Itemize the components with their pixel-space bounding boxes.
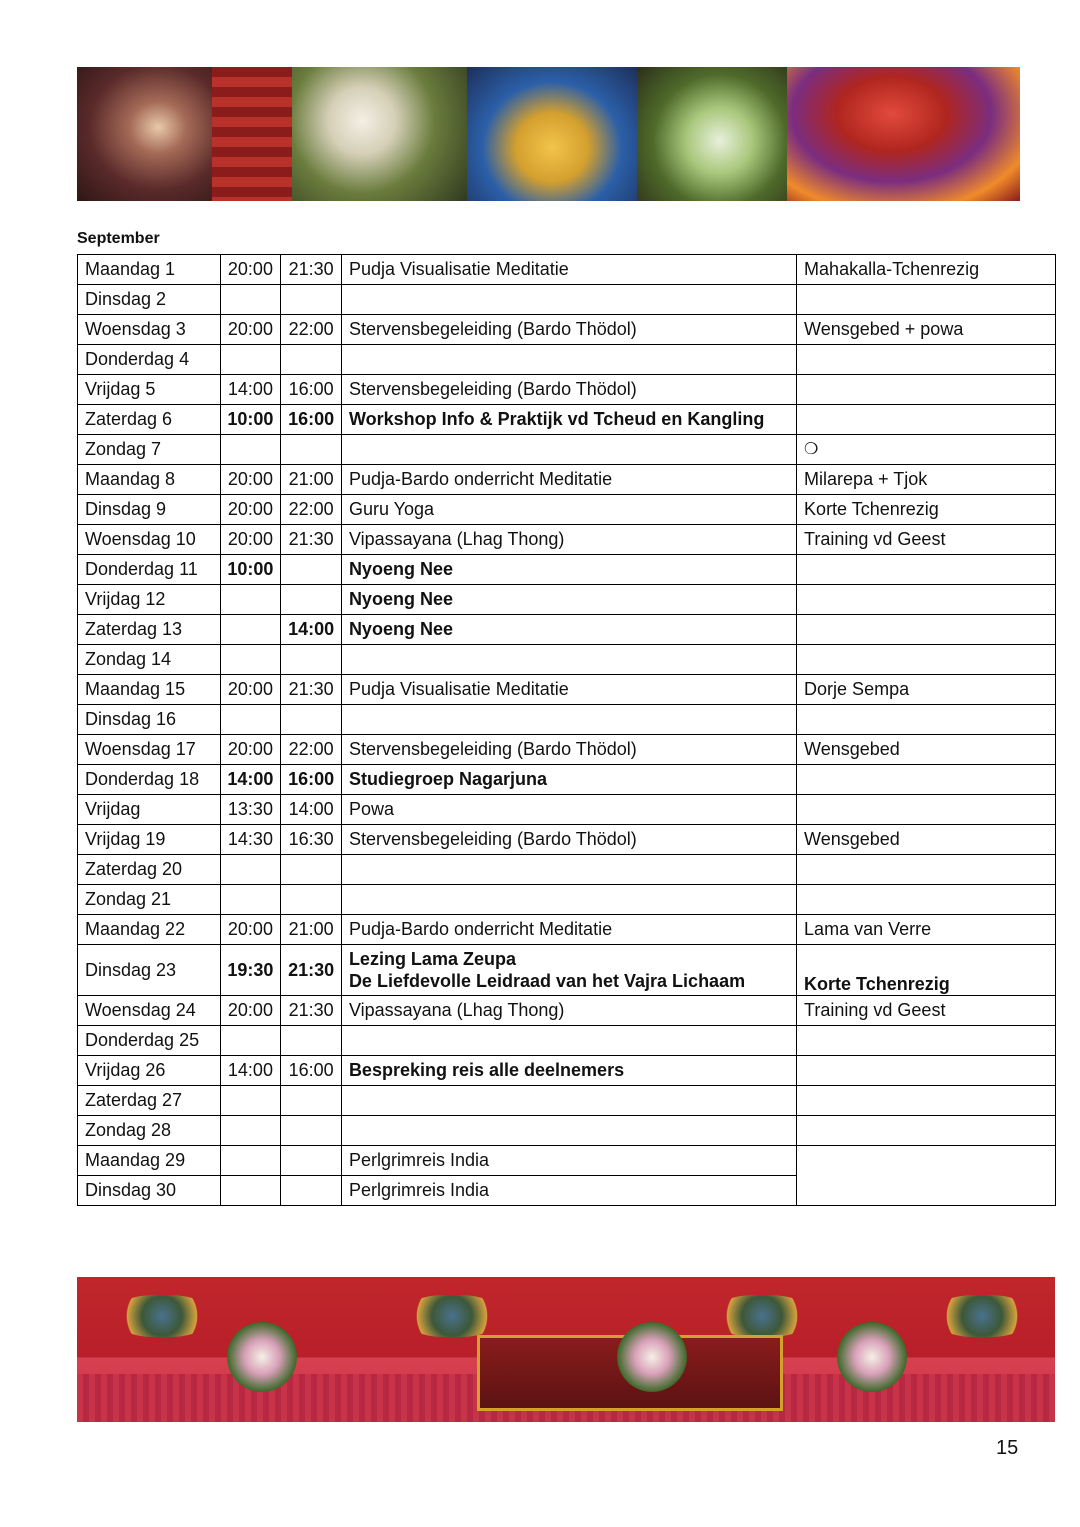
wall-ornament bbox=[117, 1295, 207, 1337]
start-time-cell bbox=[220, 1146, 281, 1176]
end-time-cell: 14:00 bbox=[281, 795, 342, 825]
month-heading: September bbox=[77, 230, 160, 247]
day-cell: Zaterdag 6 bbox=[78, 405, 221, 435]
start-time-cell bbox=[220, 285, 281, 315]
table-row bbox=[78, 525, 1056, 555]
table-row bbox=[78, 255, 1056, 285]
practice-cell bbox=[797, 1056, 1056, 1086]
table-row bbox=[78, 375, 1056, 405]
start-time-cell: 20:00 bbox=[220, 675, 281, 705]
day-cell: Zaterdag 13 bbox=[78, 615, 221, 645]
start-time-cell: 14:00 bbox=[220, 765, 281, 795]
day-cell: Zaterdag 27 bbox=[78, 1086, 221, 1116]
start-time-cell bbox=[220, 1176, 281, 1206]
table-row bbox=[78, 645, 1056, 675]
activity-cell bbox=[341, 945, 796, 996]
activity-cell bbox=[341, 435, 796, 465]
activity-cell: Pudja Visualisatie Meditatie bbox=[341, 255, 796, 285]
practice-cell: Training vd Geest bbox=[797, 996, 1056, 1026]
start-time-cell: 13:30 bbox=[220, 795, 281, 825]
table-row bbox=[78, 915, 1056, 945]
wall-ornament bbox=[407, 1295, 497, 1337]
end-time-cell bbox=[281, 435, 342, 465]
day-cell: Zondag 28 bbox=[78, 1116, 221, 1146]
activity-cell: Nyoeng Nee bbox=[341, 615, 796, 645]
page-number: 15 bbox=[996, 1437, 1019, 1459]
start-time-cell: 14:00 bbox=[220, 1056, 281, 1086]
day-cell: Dinsdag 30 bbox=[78, 1176, 221, 1206]
activity-cell bbox=[341, 705, 796, 735]
flower-vase bbox=[617, 1322, 687, 1392]
table-row bbox=[78, 1056, 1056, 1086]
table-row bbox=[78, 465, 1056, 495]
header-banner-image bbox=[77, 67, 1020, 201]
day-cell: Woensdag 3 bbox=[78, 315, 221, 345]
end-time-cell: 21:00 bbox=[281, 465, 342, 495]
table-row bbox=[78, 405, 1056, 435]
start-time-cell: 14:30 bbox=[220, 825, 281, 855]
activity-cell bbox=[341, 345, 796, 375]
activity-cell: Guru Yoga bbox=[341, 495, 796, 525]
activity-cell bbox=[341, 285, 796, 315]
activity-cell bbox=[341, 1086, 796, 1116]
practice-cell bbox=[797, 1086, 1056, 1116]
table-row bbox=[78, 885, 1056, 915]
day-cell: Dinsdag 2 bbox=[78, 285, 221, 315]
activity-cell: Stervensbegeleiding (Bardo Thödol) bbox=[341, 825, 796, 855]
start-time-cell bbox=[220, 1116, 281, 1146]
activity-cell: Perlgrimreis India bbox=[341, 1146, 796, 1176]
table-row bbox=[78, 825, 1056, 855]
practice-cell: Wensgebed bbox=[797, 825, 1056, 855]
practice-cell: Milarepa + Tjok bbox=[797, 465, 1056, 495]
activity-cell bbox=[341, 855, 796, 885]
schedule-table bbox=[77, 254, 1056, 1206]
day-cell: Donderdag 11 bbox=[78, 555, 221, 585]
flower-arrangement bbox=[292, 67, 467, 201]
end-time-cell: 14:00 bbox=[281, 615, 342, 645]
table-row bbox=[78, 1026, 1056, 1056]
day-cell: Maandag 8 bbox=[78, 465, 221, 495]
table-row bbox=[78, 996, 1056, 1026]
table-row bbox=[78, 1086, 1056, 1116]
practice-cell bbox=[797, 795, 1056, 825]
start-time-cell bbox=[220, 855, 281, 885]
golden-buddha-statue bbox=[467, 67, 637, 201]
flower-vase bbox=[227, 1322, 297, 1392]
footer-banner-image bbox=[77, 1277, 1055, 1422]
activity-cell: Stervensbegeleiding (Bardo Thödol) bbox=[341, 375, 796, 405]
activity-cell: Pudja-Bardo onderricht Meditatie bbox=[341, 465, 796, 495]
table-row bbox=[78, 765, 1056, 795]
start-time-cell: 20:00 bbox=[220, 255, 281, 285]
thangka-painting bbox=[77, 67, 212, 201]
table-row bbox=[78, 345, 1056, 375]
day-cell: Vrijdag 5 bbox=[78, 375, 221, 405]
end-time-cell bbox=[281, 855, 342, 885]
table-row bbox=[78, 705, 1056, 735]
red-fabric-panel bbox=[212, 67, 292, 201]
end-time-cell bbox=[281, 285, 342, 315]
start-time-cell: 10:00 bbox=[220, 405, 281, 435]
practice-cell: Wensgebed bbox=[797, 735, 1056, 765]
end-time-cell: 22:00 bbox=[281, 735, 342, 765]
end-time-cell bbox=[281, 555, 342, 585]
activity-cell bbox=[341, 1026, 796, 1056]
practice-cell: Wensgebed + powa bbox=[797, 315, 1056, 345]
practice-cell bbox=[797, 885, 1056, 915]
day-cell: Donderdag 4 bbox=[78, 345, 221, 375]
activity-cell: Powa bbox=[341, 795, 796, 825]
end-time-cell: 21:30 bbox=[281, 525, 342, 555]
start-time-cell: 19:30 bbox=[220, 945, 281, 996]
end-time-cell: 21:30 bbox=[281, 255, 342, 285]
start-time-cell: 20:00 bbox=[220, 525, 281, 555]
practice-cell: Lama van Verre bbox=[797, 915, 1056, 945]
start-time-cell: 10:00 bbox=[220, 555, 281, 585]
day-cell: Zaterdag 20 bbox=[78, 855, 221, 885]
day-cell: Donderdag 25 bbox=[78, 1026, 221, 1056]
table-row bbox=[78, 795, 1056, 825]
activity-cell: Perlgrimreis India bbox=[341, 1176, 796, 1206]
wall-ornament bbox=[717, 1295, 807, 1337]
end-time-cell: 16:30 bbox=[281, 825, 342, 855]
table-row bbox=[78, 855, 1056, 885]
activity-cell: Studiegroep Nagarjuna bbox=[341, 765, 796, 795]
activity-cell: Stervensbegeleiding (Bardo Thödol) bbox=[341, 315, 796, 345]
lecture-subtitle: De Liefdevolle Leidraad van het Vajra Lichaam bbox=[348, 971, 746, 991]
end-time-cell bbox=[281, 1176, 342, 1206]
day-cell: Dinsdag 9 bbox=[78, 495, 221, 525]
table-row bbox=[78, 735, 1056, 765]
practice-cell bbox=[797, 285, 1056, 315]
table-row bbox=[78, 615, 1056, 645]
practice-cell bbox=[797, 375, 1056, 405]
table-row bbox=[78, 315, 1056, 345]
start-time-cell bbox=[220, 585, 281, 615]
start-time-cell: 20:00 bbox=[220, 996, 281, 1026]
table-row bbox=[78, 435, 1056, 465]
wall-ornament bbox=[937, 1295, 1027, 1337]
activity-cell: Stervensbegeleiding (Bardo Thödol) bbox=[341, 735, 796, 765]
table-row bbox=[78, 495, 1056, 525]
practice-cell bbox=[797, 855, 1056, 885]
table-row bbox=[78, 285, 1056, 315]
start-time-cell: 20:00 bbox=[220, 915, 281, 945]
start-time-cell bbox=[220, 1086, 281, 1116]
table-row bbox=[78, 555, 1056, 585]
end-time-cell bbox=[281, 645, 342, 675]
start-time-cell: 20:00 bbox=[220, 315, 281, 345]
activity-cell: Pudja-Bardo onderricht Meditatie bbox=[341, 915, 796, 945]
practice-cell bbox=[797, 645, 1056, 675]
flower-arrangement-right bbox=[637, 67, 787, 201]
practice-cell bbox=[797, 405, 1056, 435]
practice-cell: Training vd Geest bbox=[797, 525, 1056, 555]
table-row bbox=[78, 1116, 1056, 1146]
end-time-cell: 16:00 bbox=[281, 405, 342, 435]
end-time-cell: 16:00 bbox=[281, 1056, 342, 1086]
day-cell: Maandag 22 bbox=[78, 915, 221, 945]
activity-cell bbox=[341, 645, 796, 675]
start-time-cell bbox=[220, 645, 281, 675]
end-time-cell: 22:00 bbox=[281, 495, 342, 525]
activity-cell: Nyoeng Nee bbox=[341, 585, 796, 615]
table-row bbox=[78, 675, 1056, 705]
end-time-cell bbox=[281, 1146, 342, 1176]
end-time-cell bbox=[281, 585, 342, 615]
end-time-cell bbox=[281, 345, 342, 375]
end-time-cell: 21:30 bbox=[281, 945, 342, 996]
flower-vase bbox=[837, 1322, 907, 1392]
lecture-title: Lezing Lama Zeupa bbox=[348, 948, 516, 969]
activity-cell: Bespreking reis alle deelnemers bbox=[341, 1056, 796, 1086]
end-time-cell: 16:00 bbox=[281, 375, 342, 405]
practice-cell bbox=[797, 345, 1056, 375]
practice-cell: Korte Tchenrezig bbox=[797, 495, 1056, 525]
start-time-cell: 20:00 bbox=[220, 495, 281, 525]
day-cell: Vrijdag 19 bbox=[78, 825, 221, 855]
practice-cell: Korte Tchenrezig bbox=[797, 945, 1056, 996]
day-cell: Zondag 21 bbox=[78, 885, 221, 915]
practice-cell: Mahakalla-Tchenrezig bbox=[797, 255, 1056, 285]
moon-symbol-icon: ❍ bbox=[797, 435, 1056, 465]
day-cell: Dinsdag 16 bbox=[78, 705, 221, 735]
end-time-cell bbox=[281, 1116, 342, 1146]
end-time-cell bbox=[281, 1026, 342, 1056]
day-cell: Vrijdag 12 bbox=[78, 585, 221, 615]
practice-cell: Dorje Sempa bbox=[797, 675, 1056, 705]
start-time-cell bbox=[220, 435, 281, 465]
activity-cell bbox=[341, 885, 796, 915]
end-time-cell: 21:30 bbox=[281, 675, 342, 705]
end-time-cell bbox=[281, 1086, 342, 1116]
end-time-cell bbox=[281, 705, 342, 735]
start-time-cell bbox=[220, 345, 281, 375]
start-time-cell bbox=[220, 885, 281, 915]
day-cell: Woensdag 17 bbox=[78, 735, 221, 765]
practice-cell bbox=[797, 1116, 1056, 1146]
activity-cell bbox=[341, 1116, 796, 1146]
day-cell: Donderdag 18 bbox=[78, 765, 221, 795]
practice-cell bbox=[797, 765, 1056, 795]
table-row bbox=[78, 585, 1056, 615]
end-time-cell: 16:00 bbox=[281, 765, 342, 795]
practice-cell bbox=[797, 585, 1056, 615]
day-cell: Vrijdag 26 bbox=[78, 1056, 221, 1086]
day-cell: Zondag 14 bbox=[78, 645, 221, 675]
end-time-cell: 21:30 bbox=[281, 996, 342, 1026]
table-row bbox=[78, 945, 1056, 996]
practice-cell bbox=[797, 1146, 1056, 1206]
day-cell: Maandag 29 bbox=[78, 1146, 221, 1176]
activity-cell: Nyoeng Nee bbox=[341, 555, 796, 585]
day-cell: Maandag 15 bbox=[78, 675, 221, 705]
practice-cell bbox=[797, 615, 1056, 645]
start-time-cell: 20:00 bbox=[220, 735, 281, 765]
practice-cell bbox=[797, 705, 1056, 735]
red-buddha-thangka bbox=[787, 67, 1020, 201]
day-cell: Zondag 7 bbox=[78, 435, 221, 465]
table-row bbox=[78, 1146, 1056, 1176]
start-time-cell bbox=[220, 615, 281, 645]
start-time-cell bbox=[220, 705, 281, 735]
start-time-cell bbox=[220, 1026, 281, 1056]
activity-cell: Pudja Visualisatie Meditatie bbox=[341, 675, 796, 705]
start-time-cell: 20:00 bbox=[220, 465, 281, 495]
activity-cell: Workshop Info & Praktijk vd Tcheud en Kangling bbox=[341, 405, 796, 435]
activity-cell: Vipassayana (Lhag Thong) bbox=[341, 996, 796, 1026]
start-time-cell: 14:00 bbox=[220, 375, 281, 405]
end-time-cell bbox=[281, 885, 342, 915]
activity-cell: Vipassayana (Lhag Thong) bbox=[341, 525, 796, 555]
day-cell: Woensdag 24 bbox=[78, 996, 221, 1026]
practice-cell bbox=[797, 555, 1056, 585]
end-time-cell: 21:00 bbox=[281, 915, 342, 945]
end-time-cell: 22:00 bbox=[281, 315, 342, 345]
day-cell: Dinsdag 23 bbox=[78, 945, 221, 996]
day-cell: Maandag 1 bbox=[78, 255, 221, 285]
day-cell: Vrijdag bbox=[78, 795, 221, 825]
practice-cell bbox=[797, 1026, 1056, 1056]
day-cell: Woensdag 10 bbox=[78, 525, 221, 555]
